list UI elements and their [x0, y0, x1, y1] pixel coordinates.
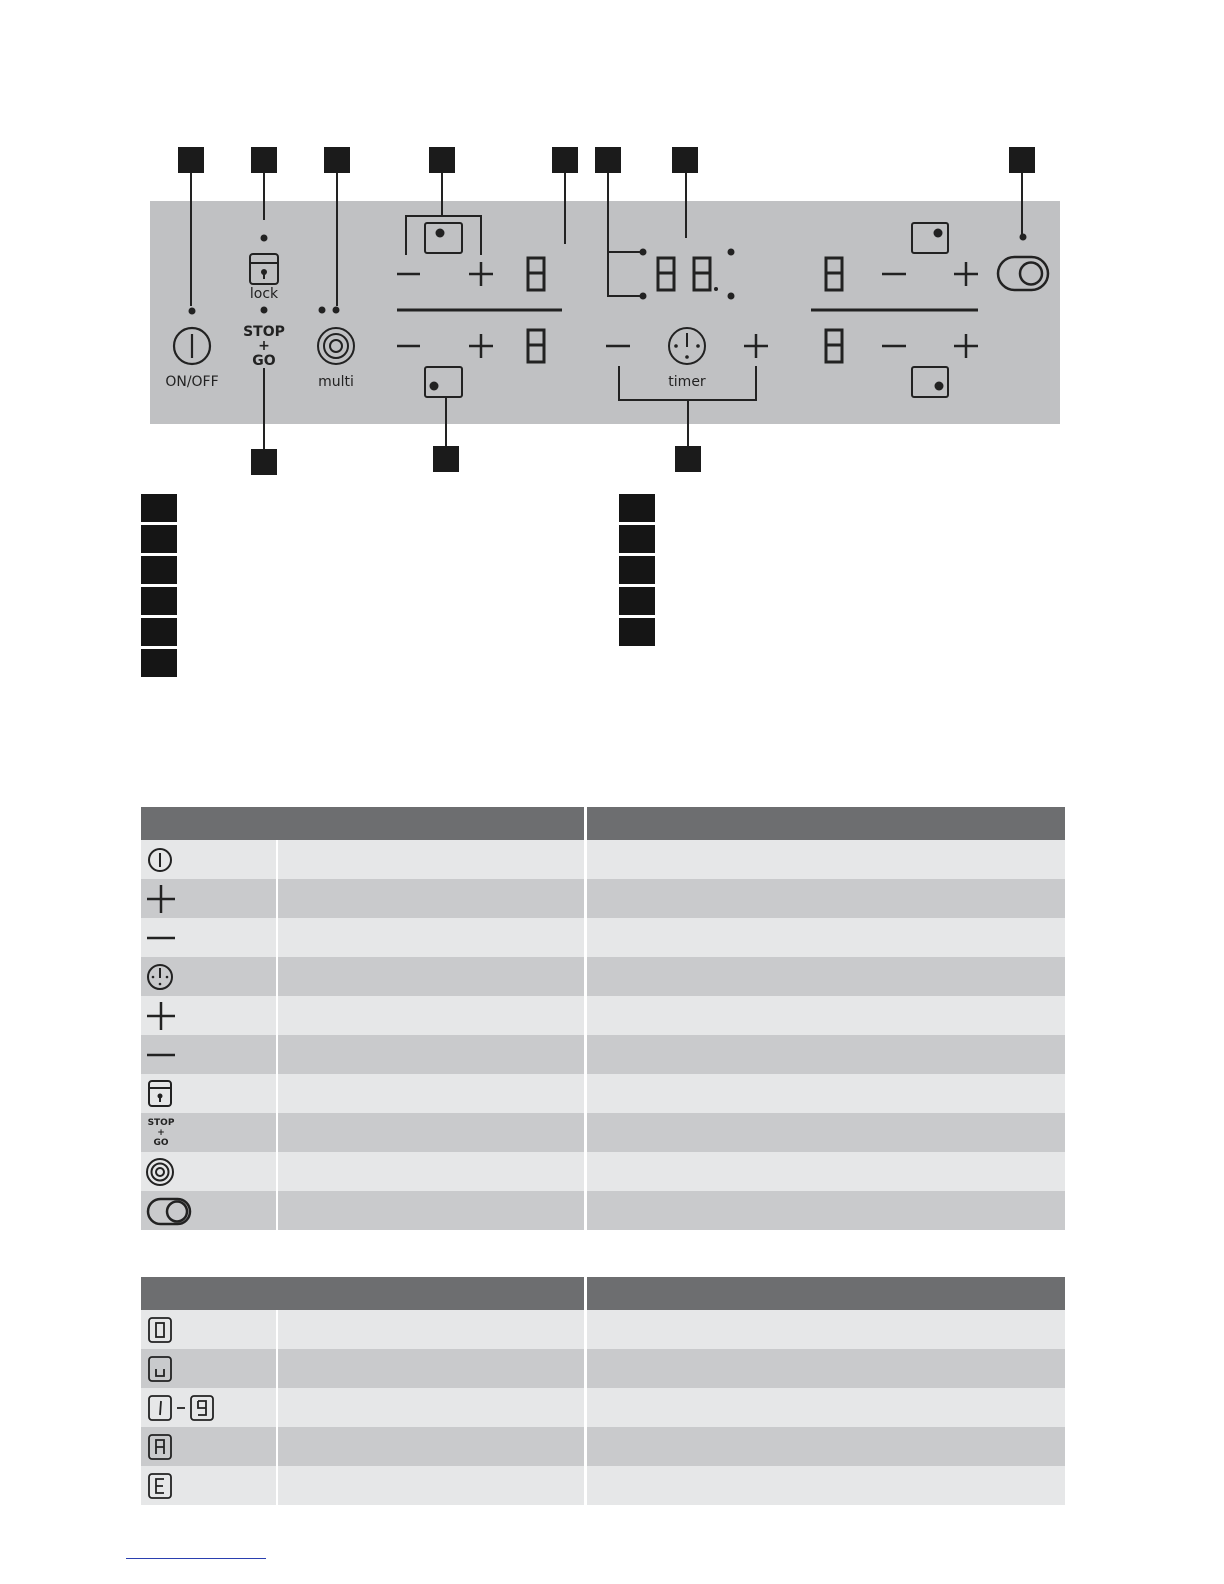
table-row: [141, 840, 1065, 879]
panel-graphics: [0, 0, 1224, 480]
timer-icon: [145, 962, 185, 992]
legend-marker-10: [619, 587, 655, 615]
table-row: [141, 1152, 1065, 1191]
table-row: [141, 1349, 1065, 1388]
stop-go-icon-stop: STOP: [147, 1117, 175, 1128]
multi-label: multi: [318, 374, 354, 390]
stop-go-plus-label: +: [258, 338, 270, 354]
display-0-icon: [145, 1315, 185, 1345]
on-off-icon: [145, 845, 185, 875]
legend-marker-4: [141, 587, 177, 615]
plus-icon: [145, 882, 185, 916]
display-E-icon: [145, 1471, 185, 1501]
bridge-icon: [145, 1195, 193, 1227]
header-cell: [586, 1277, 1066, 1310]
plus-icon: [145, 999, 185, 1033]
legend-marker-9: [619, 556, 655, 584]
stop-go-icon-go: GO: [153, 1137, 169, 1148]
table-row: [141, 1035, 1065, 1074]
legend-marker-5: [141, 618, 177, 646]
table-row: [141, 1310, 1065, 1349]
display-1-9-icon: [145, 1393, 225, 1423]
legend-marker-8: [619, 525, 655, 553]
display-A-icon: [145, 1432, 185, 1462]
table-row: [141, 1191, 1065, 1230]
lock-icon: [145, 1078, 185, 1110]
table-row: [141, 918, 1065, 957]
table-row: [141, 1388, 1065, 1427]
displays-table-header: [141, 1277, 1065, 1310]
header-cell: [141, 807, 586, 840]
lock-label: lock: [249, 286, 279, 302]
legend-marker-6: [141, 649, 177, 677]
legend-marker-11: [619, 618, 655, 646]
minus-icon: [145, 1040, 185, 1070]
stop-go-icon-plus: +: [157, 1127, 165, 1138]
table-row: [141, 1074, 1065, 1113]
header-cell: [586, 807, 1066, 840]
controls-table: [141, 807, 1065, 1230]
table-row: [141, 879, 1065, 918]
legend-marker-7: [619, 494, 655, 522]
table-row: [141, 957, 1065, 996]
header-cell: [141, 1277, 586, 1310]
displays-table: [141, 1277, 1065, 1505]
table-row: [141, 1113, 1065, 1152]
table-row: [141, 996, 1065, 1035]
stop-label: STOP: [243, 324, 285, 340]
legend-marker-3: [141, 556, 177, 584]
multi-icon: [145, 1156, 185, 1188]
stop-go-icon: [141, 1118, 181, 1148]
legend-marker-1: [141, 494, 177, 522]
table-row: [141, 1427, 1065, 1466]
legend-marker-2: [141, 525, 177, 553]
controls-table-header: [141, 807, 1065, 840]
display-u-icon: [145, 1354, 185, 1384]
timer-label: timer: [668, 374, 706, 390]
on-off-label: ON/OFF: [165, 374, 219, 390]
table-row: [141, 1466, 1065, 1505]
footer-rule: [126, 1558, 266, 1559]
go-label: GO: [252, 353, 276, 369]
minus-icon: [145, 923, 185, 953]
